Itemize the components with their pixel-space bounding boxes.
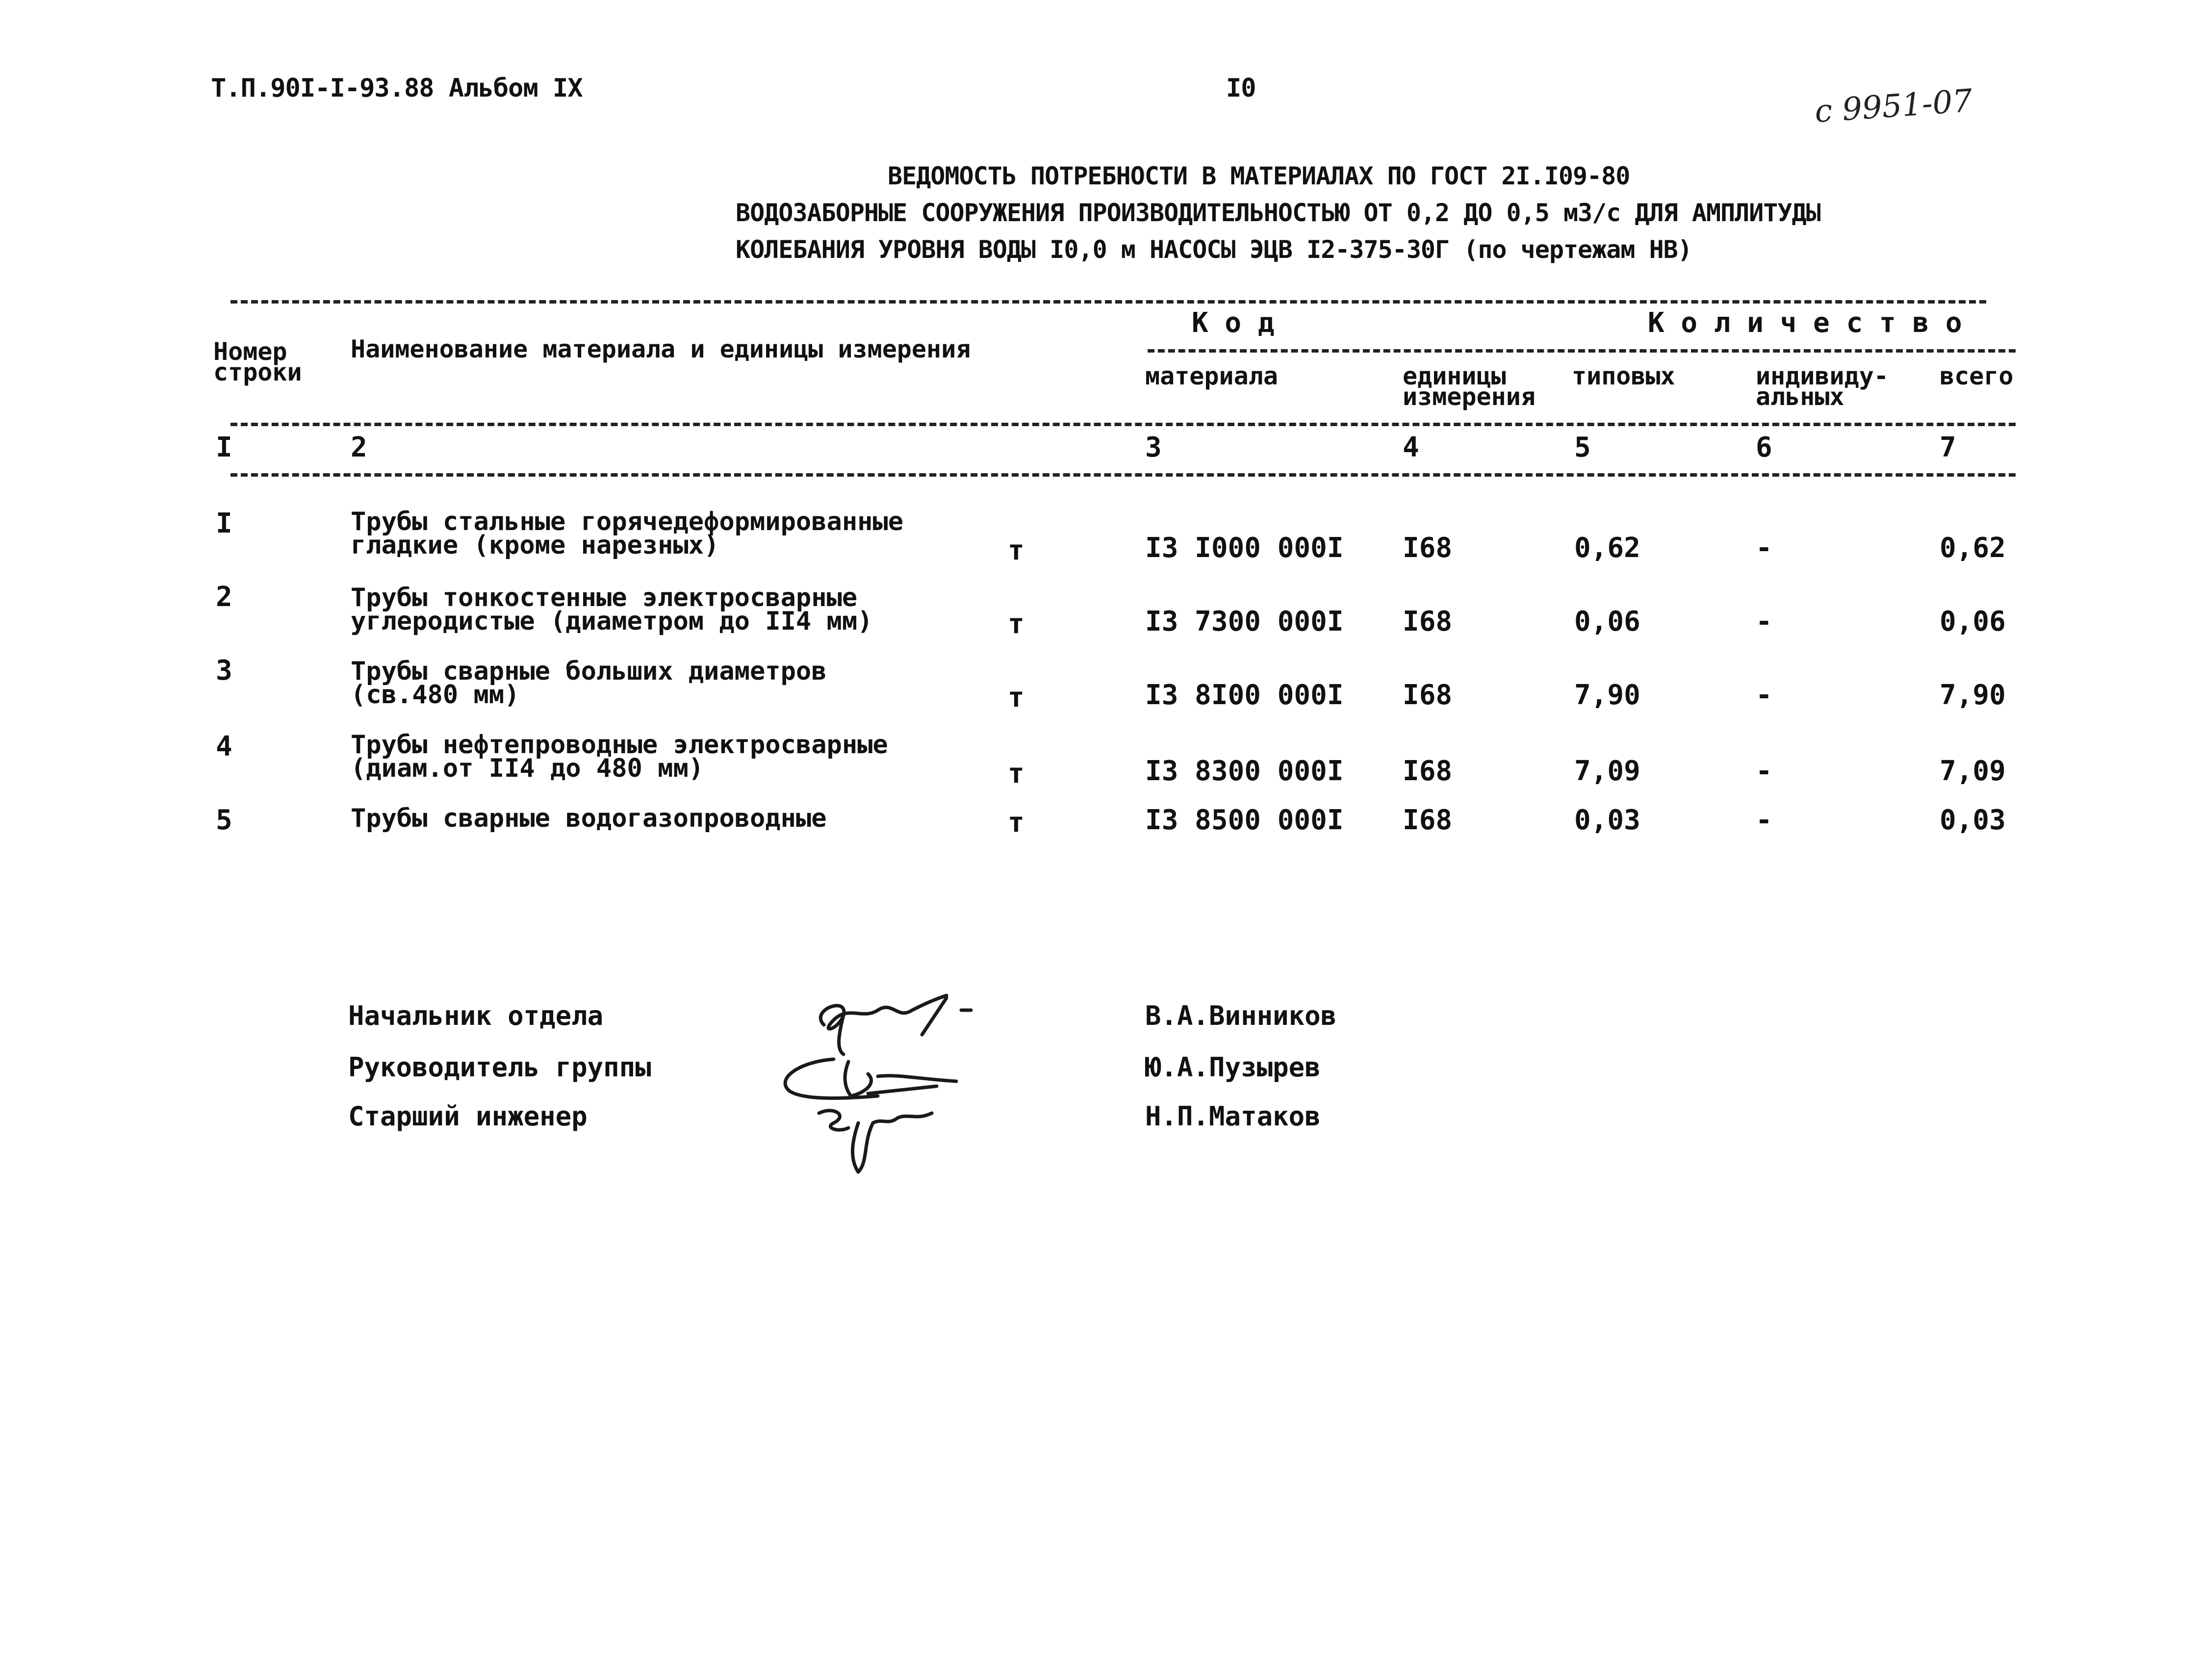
header-row-number: Номер строки [213,337,302,386]
qty-individual: - [1756,804,1772,836]
qty-total: 7,90 [1940,679,2006,711]
qty-total: 0,62 [1940,532,2006,564]
material-code: I3 8I00 000I [1145,679,1344,711]
row-number: 2 [216,581,232,613]
unit-abbrev: т [1008,535,1024,566]
col-number: 7 [1940,432,1956,463]
header-quantity-group: К о л и ч е с т в о [1648,307,1962,339]
qty-individual: - [1756,606,1772,637]
header-total: всего [1940,362,2014,390]
header-material-name: Наименование материала и единицы измерения [351,335,971,363]
material-code: I3 I000 000I [1145,532,1344,564]
qty-typical: 0,03 [1574,804,1640,836]
material-code: I3 8500 000I [1145,804,1344,836]
unit-code: I68 [1403,804,1453,836]
header-unit-code: единицы измерения [1403,362,1536,411]
handwritten-signatures [750,976,1025,1182]
material-code: I3 7300 000I [1145,606,1344,637]
material-name: Трубы сварные больших диаметров (св.480 мм) [351,657,827,710]
title-line-3: КОЛЕБАНИЯ УРОВНЯ ВОДЫ I0,0 м НАСОСЫ ЭЦВ I2-375-30Г (по чертежам НВ) [736,235,1692,264]
col-number: 4 [1403,432,1419,463]
qty-total: 0,06 [1940,606,2006,637]
header-bottom-rule [230,423,2016,426]
qty-total: 7,09 [1940,755,2006,787]
col-number: 5 [1574,432,1591,463]
unit-abbrev: т [1008,807,1024,839]
row-number: 4 [216,731,232,763]
qty-typical: 7,90 [1574,679,1640,711]
header-group-rule [1148,349,2016,353]
qty-typical: 0,62 [1574,532,1640,564]
table-top-rule [230,300,1986,304]
row-number: 3 [216,655,232,687]
header-code-material: материала [1145,362,1278,390]
unit-abbrev: т [1008,758,1024,789]
material-code: I3 8300 000I [1145,755,1344,787]
qty-typical: 7,09 [1574,755,1640,787]
header-typical: типовых [1572,362,1675,390]
header-code-group: К о д [1192,307,1275,339]
row-number: 5 [216,804,232,836]
col-number: I [216,432,232,463]
unit-code: I68 [1403,532,1453,564]
page-number: I0 [1226,74,1256,103]
signature-name: Н.П.Матаков [1145,1101,1321,1132]
title-line-1: ВЕДОМОСТЬ ПОТРЕБНОСТИ В МАТЕРИАЛАХ ПО ГОСТ 2I.I09-80 [888,162,1630,190]
header-individual: индивиду- альных [1756,362,1889,411]
signature-role: Начальник отдела [348,1000,604,1031]
signature-name: В.А.Винников [1145,1000,1337,1031]
qty-total: 0,03 [1940,804,2006,836]
material-name: Трубы тонкостенные электросварные углеродистые (диаметром до II4 мм) [351,583,873,636]
signature-role: Старший инженер [348,1101,588,1132]
qty-individual: - [1756,532,1772,564]
title-line-2: ВОДОЗАБОРНЫЕ СООРУЖЕНИЯ ПРОИЗВОДИТЕЛЬНОСТЬЮ ОТ 0,2 ДО 0,5 м3/с ДЛЯ АМПЛИТУДЫ [736,199,1820,227]
material-name: Трубы сварные водогазопроводные [351,804,827,833]
signature-name: Ю.А.Пузырев [1145,1052,1321,1083]
unit-code: I68 [1403,679,1453,711]
unit-abbrev: т [1008,682,1024,713]
row-number: I [216,508,232,539]
material-name: Трубы нефтепроводные электросварные (диам.от II4 до 480 мм) [351,730,888,783]
col-number: 3 [1145,432,1162,463]
unit-abbrev: т [1008,608,1024,640]
document-reference: Т.П.90I-I-93.88 Альбом IX [211,74,583,103]
qty-typical: 0,06 [1574,606,1640,637]
archive-number: c 9951-07 [1813,82,1974,130]
material-name: Трубы стальные горячедеформированные гладкие (кроме нарезных) [351,507,904,560]
qty-individual: - [1756,679,1772,711]
column-numbers-rule [230,473,2016,477]
col-number: 6 [1756,432,1772,463]
unit-code: I68 [1403,755,1453,787]
signature-role: Руководитель группы [348,1052,651,1083]
qty-individual: - [1756,755,1772,787]
unit-code: I68 [1403,606,1453,637]
col-number: 2 [351,432,367,463]
